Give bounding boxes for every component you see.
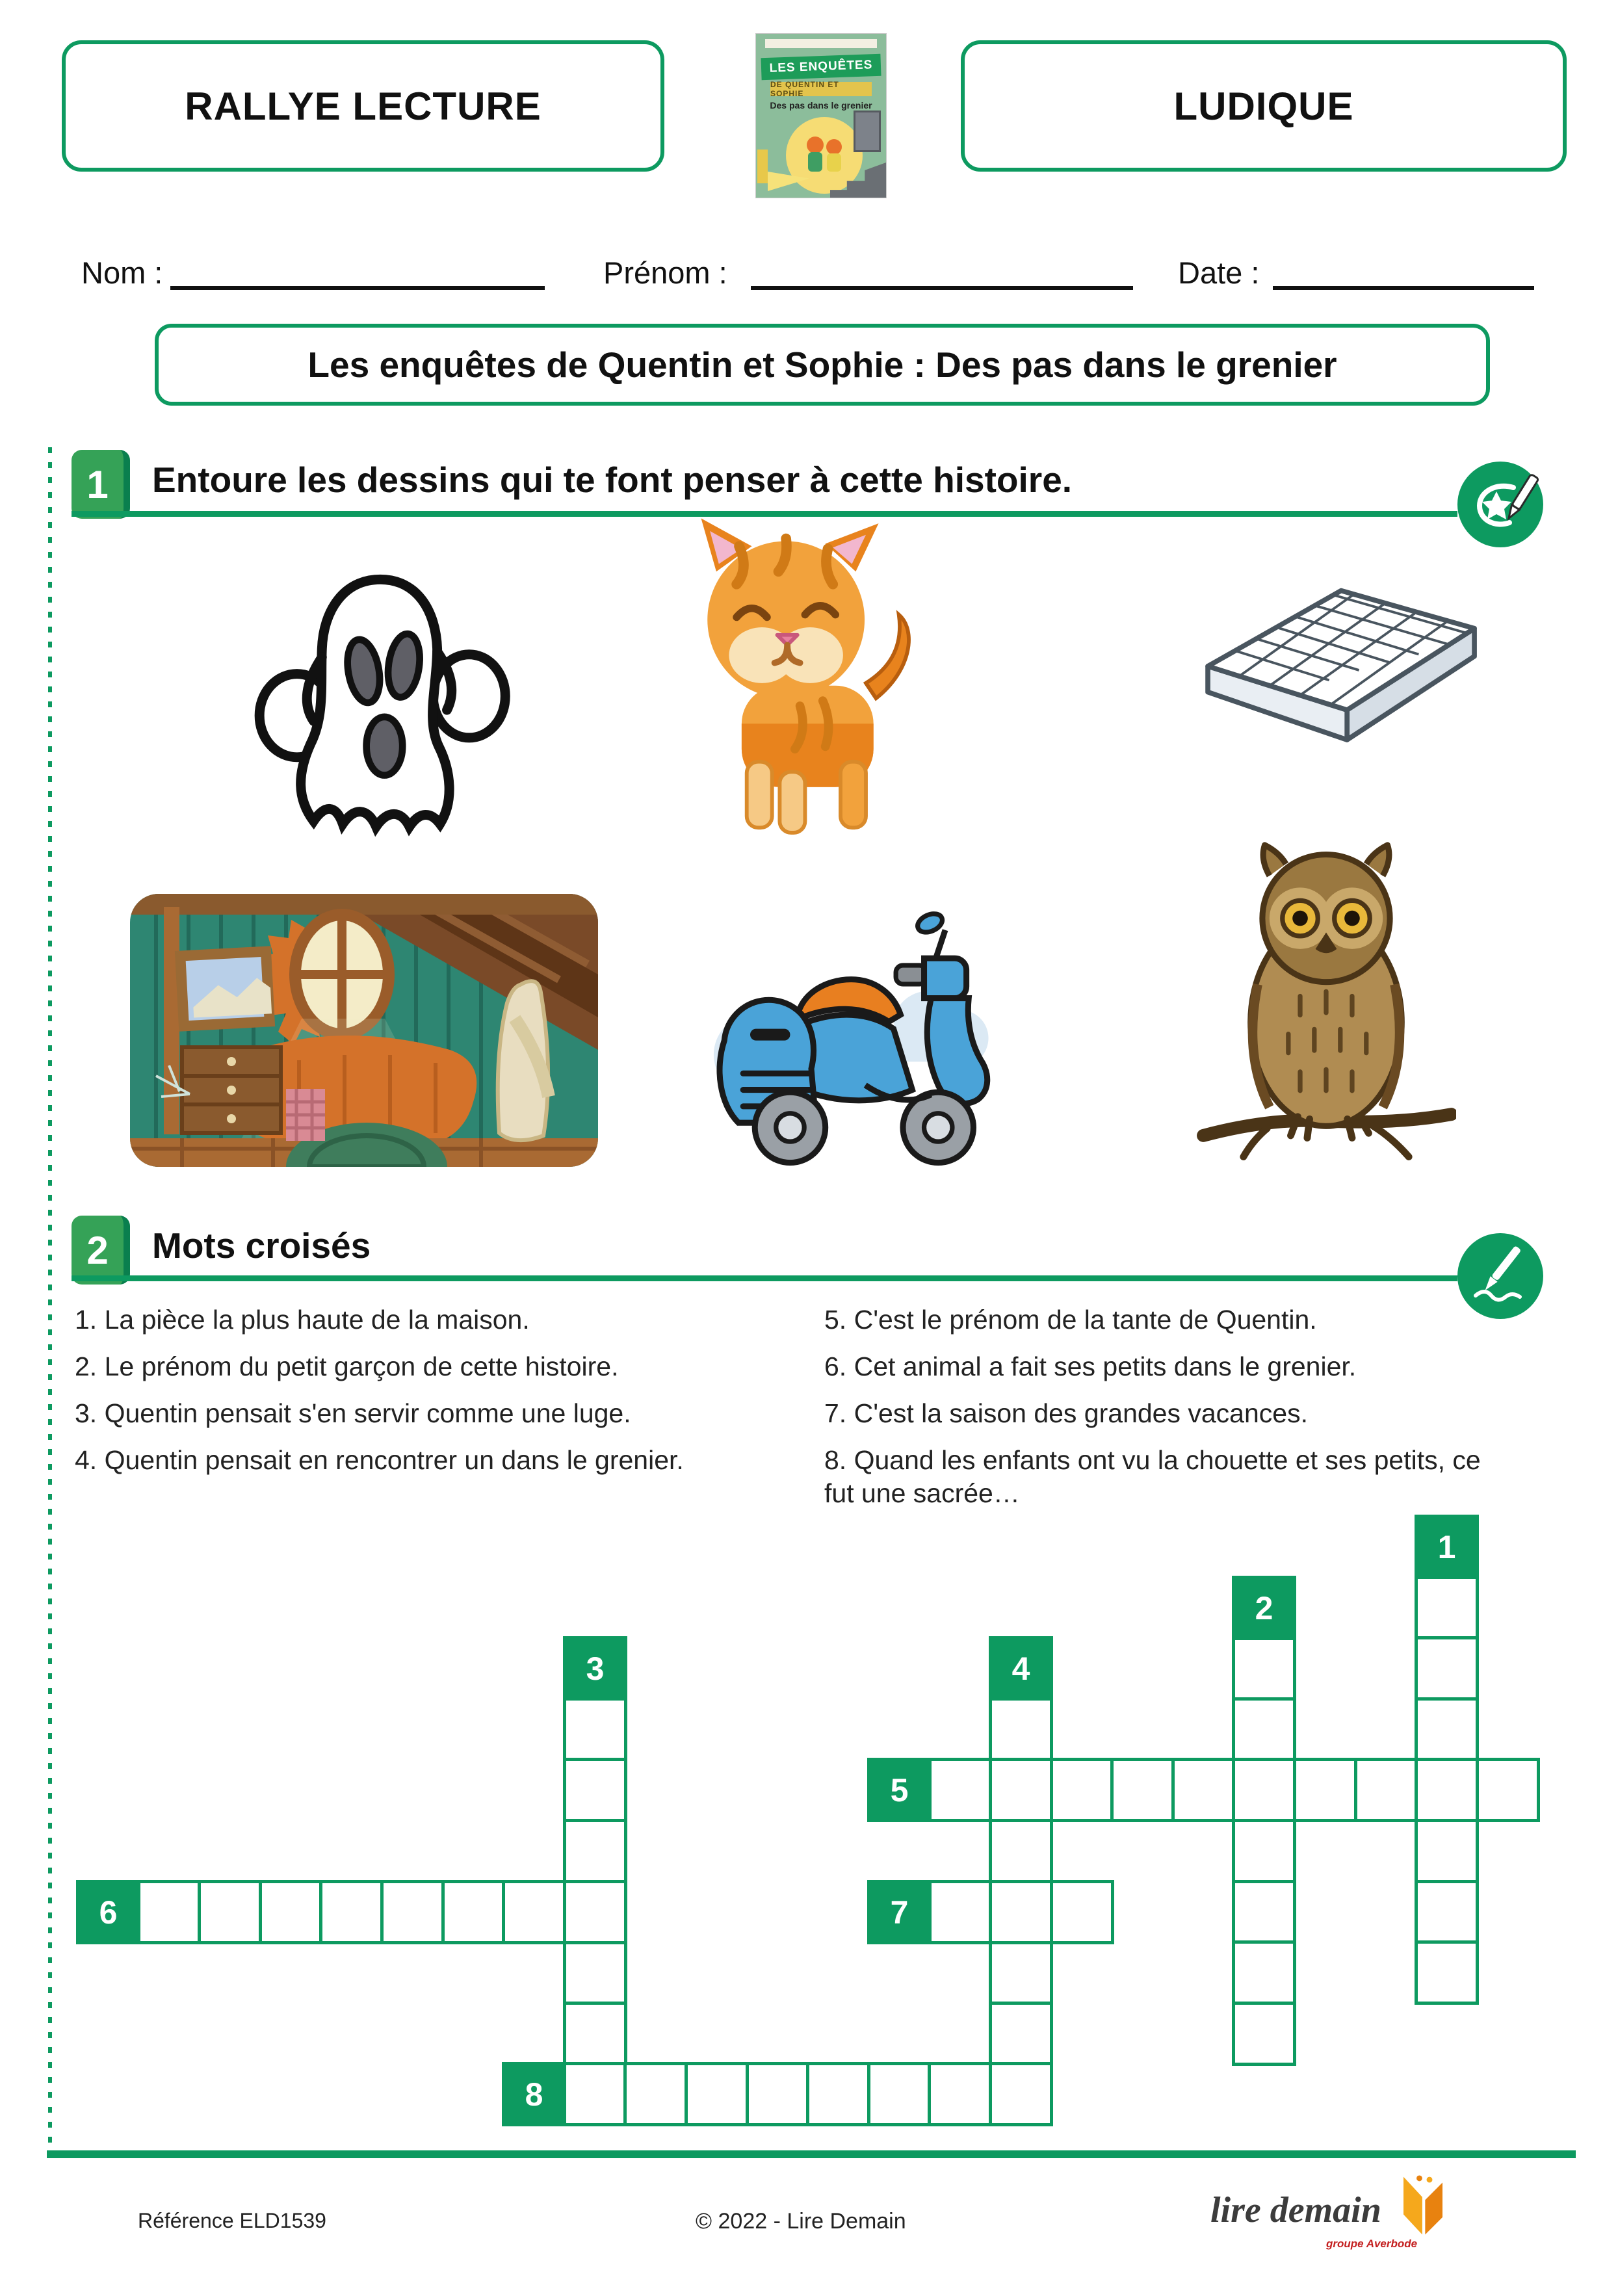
crossword-cell[interactable] — [563, 2062, 627, 2126]
crossword-cell[interactable] — [989, 1697, 1053, 1762]
crossword-cell[interactable] — [1354, 1758, 1418, 1822]
crossword-cell[interactable] — [1232, 1636, 1296, 1701]
crossword-cell[interactable] — [563, 2002, 627, 2066]
crossword-cell[interactable] — [989, 1819, 1053, 1883]
crossword-cell[interactable] — [806, 2062, 870, 2126]
crossword-cell[interactable] — [137, 1880, 202, 1944]
crossword-cell[interactable] — [1415, 1697, 1479, 1762]
rallye-lecture-label: RALLYE LECTURE — [185, 84, 542, 128]
crossword-cell[interactable] — [1232, 1940, 1296, 2005]
clue-7: 7. C'est la saison des grandes vacances. — [824, 1398, 1308, 1428]
crossword-number-5: 5 — [867, 1758, 932, 1822]
crossword-cell[interactable] — [685, 2062, 749, 2126]
section-1-title: Entoure les dessins qui te font penser à cette histoire. — [152, 460, 1073, 500]
cover-kid-body — [808, 152, 822, 172]
name-line[interactable] — [170, 286, 545, 290]
crossword-number-1: 1 — [1415, 1515, 1479, 1579]
crossword-cell[interactable] — [1050, 1880, 1114, 1944]
mattress-image[interactable] — [1190, 571, 1489, 773]
crossword-cell[interactable] — [1050, 1758, 1114, 1822]
clue-2: 2. Le prénom du petit garçon de cette histoire. — [75, 1351, 619, 1381]
crossword-cell[interactable] — [563, 1697, 627, 1762]
crossword-cell[interactable] — [319, 1880, 384, 1944]
clue-4: 4. Quentin pensait en rencontrer un dans le grenier. — [75, 1445, 684, 1475]
crossword-cell[interactable] — [1415, 1758, 1479, 1822]
owl-image[interactable] — [1196, 819, 1456, 1177]
crossword-cell[interactable] — [502, 1880, 566, 1944]
story-title: Les enquêtes de Quentin et Sophie : Des pas dans le grenier — [307, 345, 1337, 385]
crossword-cell[interactable] — [1415, 1636, 1479, 1701]
crossword-cell[interactable] — [1293, 1758, 1357, 1822]
story-title-banner — [155, 324, 1490, 406]
crossword-cell[interactable] — [1232, 1819, 1296, 1883]
crossword-cell[interactable] — [1415, 1576, 1479, 1640]
cover-spine-tab — [757, 150, 768, 183]
crossword-cell[interactable] — [623, 2062, 688, 2126]
crossword-cell[interactable] — [867, 2062, 932, 2126]
clue-1: 1. La pièce la plus haute de la maison. — [75, 1305, 530, 1335]
clue-8: 8. Quand les enfants ont vu la chouette et ses petits, ce fut une sacrée… — [824, 1445, 1481, 1508]
ludique-box — [961, 40, 1567, 172]
crossword-cell[interactable] — [1232, 1697, 1296, 1762]
crossword-cell[interactable] — [1232, 2002, 1296, 2066]
crossword-cell[interactable] — [1232, 1758, 1296, 1822]
crossword-number-7: 7 — [867, 1880, 932, 1944]
crossword-cell[interactable] — [1110, 1758, 1175, 1822]
firstname-label: Prénom : — [603, 255, 727, 290]
cover-kid-hair — [807, 137, 824, 153]
footer-rule — [47, 2150, 1576, 2158]
section-1-number: 1 — [86, 462, 109, 506]
crossword-number-4: 4 — [989, 1636, 1053, 1701]
crossword-cell[interactable] — [989, 1758, 1053, 1822]
crossword-number-2: 2 — [1232, 1576, 1296, 1640]
crossword-number-3: 3 — [563, 1636, 627, 1701]
cover-door — [854, 111, 881, 152]
cover-authors-strip — [765, 39, 877, 48]
footer-reference: Référence ELD1539 — [138, 2209, 326, 2232]
crossword-cell[interactable] — [989, 2062, 1053, 2126]
clue-6: 6. Cet animal a fait ses petits dans le grenier. — [824, 1351, 1357, 1381]
lire-demain-logo-text: lire demain — [1210, 2190, 1381, 2230]
clue-3: 3. Quentin pensait s'en servir comme une luge. — [75, 1398, 631, 1428]
left-dotted-margin — [48, 447, 52, 2154]
name-label: Nom : — [81, 255, 163, 290]
crossword-cell[interactable] — [746, 2062, 810, 2126]
crossword-cell[interactable] — [380, 1880, 445, 1944]
crossword-cell[interactable] — [563, 1819, 627, 1883]
crossword-cell[interactable] — [989, 1940, 1053, 2005]
logo-subtext: groupe Averbode — [1326, 2237, 1418, 2250]
firstname-line[interactable] — [751, 286, 1133, 290]
crossword-cell[interactable] — [1232, 1880, 1296, 1944]
crossword-cell[interactable] — [1476, 1758, 1540, 1822]
crossword-cell[interactable] — [1171, 1758, 1236, 1822]
section-2-number-chip — [72, 1216, 130, 1285]
crossword-cell[interactable] — [563, 1880, 627, 1944]
date-label: Date : — [1178, 255, 1260, 290]
crossword-cell[interactable] — [259, 1880, 323, 1944]
crossword-number-8: 8 — [502, 2062, 566, 2126]
crossword-cell[interactable] — [1415, 1940, 1479, 2005]
date-line[interactable] — [1273, 286, 1534, 290]
cover-kid2-hair — [826, 139, 842, 155]
section-2-number: 2 — [86, 1228, 109, 1272]
book-cover — [756, 34, 886, 198]
scooter-image[interactable] — [689, 897, 995, 1171]
crossword-cell[interactable] — [928, 1758, 992, 1822]
crossword-cell[interactable] — [441, 1880, 506, 1944]
ghost-image[interactable] — [241, 566, 520, 874]
crossword-cell[interactable] — [1415, 1880, 1479, 1944]
clues-left-column — [75, 1303, 715, 1491]
cat-image[interactable] — [663, 507, 917, 855]
rallye-lecture-box — [62, 40, 664, 172]
crossword-cell[interactable] — [563, 1940, 627, 2005]
crossword-cell[interactable] — [563, 1758, 627, 1822]
crossword-cell[interactable] — [928, 1880, 992, 1944]
cover-kid2-body — [827, 153, 841, 172]
ludique-label: LUDIQUE — [1173, 84, 1354, 128]
crossword-cell[interactable] — [198, 1880, 262, 1944]
section-2-title: Mots croisés — [152, 1225, 371, 1266]
section-1-number-chip — [72, 450, 130, 519]
clue-5: 5. C'est le prénom de la tante de Quentin. — [824, 1305, 1317, 1335]
cover-title: Des pas dans le grenier — [770, 100, 872, 111]
crossword-cell[interactable] — [989, 1880, 1053, 1944]
clues-right-column — [824, 1303, 1497, 1524]
attic-room-image[interactable] — [130, 894, 598, 1170]
crossword-number-6: 6 — [76, 1880, 140, 1944]
crossword-cell[interactable] — [989, 2002, 1053, 2066]
lire-demain-logo-icon — [1398, 2172, 1448, 2241]
cover-series-subbanner: DE QUENTIN ET SOPHIE — [770, 82, 872, 96]
cover-series-banner: LES ENQUÊTES — [761, 54, 881, 80]
crossword-cell[interactable] — [1415, 1819, 1479, 1883]
circle-star-pen-icon — [1456, 460, 1545, 549]
footer-copyright: © 2022 - Lire Demain — [696, 2209, 906, 2234]
crossword-cell[interactable] — [928, 2062, 992, 2126]
section-2-underline — [72, 1275, 1457, 1281]
